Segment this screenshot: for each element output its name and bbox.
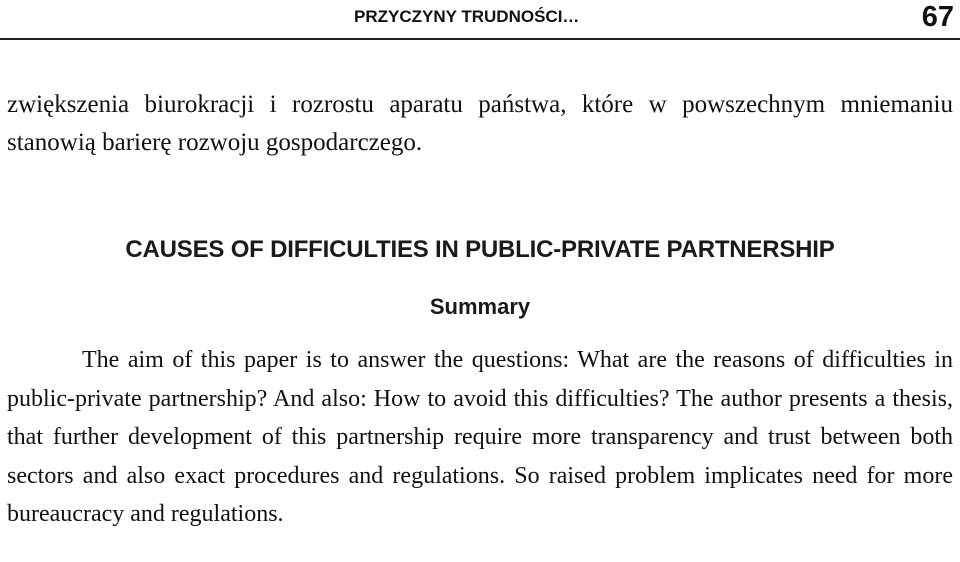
summary-heading: Summary — [429, 294, 531, 319]
page-number: 67 — [921, 1, 954, 33]
summary-section-title: CAUSES OF DIFFICULTIES IN PUBLIC-PRIVATE PARTNERSHIP — [125, 236, 835, 263]
running-header-title: PRZYCZYNY TRUDNOŚCI… — [354, 7, 580, 26]
body-paragraph: zwiększenia biurokracji i rozrostu aparatu państwa, które w powszechnym mniemaniu stanowią barierę rozwoju gospodarczego. — [7, 91, 953, 156]
summary-paragraph: The aim of this paper is to answer the questions: What are the reasons of difficulties in public-private partnership? And also: How to avoid this difficulties? The author presents a thesis, that further development of this partnership require more transparency and trust between both sectors and also exact procedures and regulations. So raised problem implicates need for more bureaucracy and regulations. — [7, 347, 953, 527]
running-header — [0, 0, 960, 40]
